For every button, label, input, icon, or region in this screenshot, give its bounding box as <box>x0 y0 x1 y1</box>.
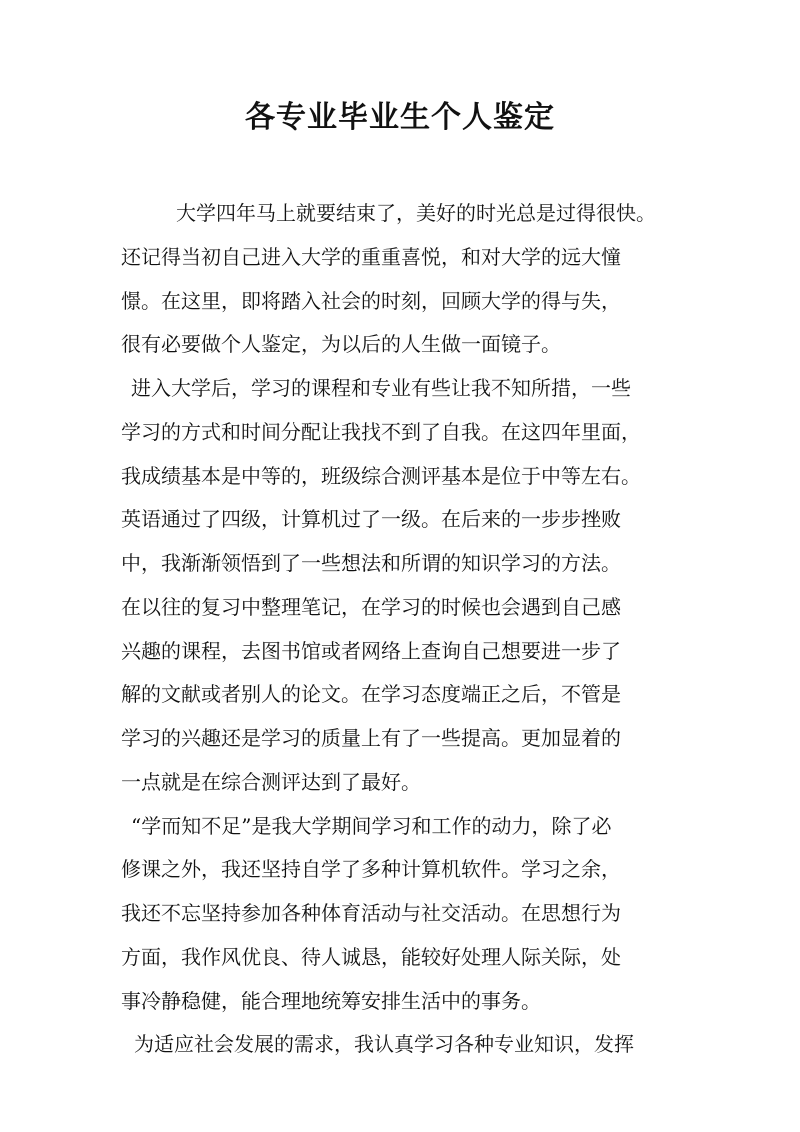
body-line: 方面，我作风优良、待人诚恳，能较好处理人际关际，处 <box>121 945 621 969</box>
body-line: 进入大学后，学习的课程和专业有些让我不知所措，一些 <box>131 376 631 400</box>
body-line: 事冷静稳健，能合理地统筹安排生活中的事务。 <box>121 989 541 1013</box>
body-line: 在以往的复习中整理笔记，在学习的时候也会遇到自己感 <box>121 595 621 619</box>
body-line: 学习的方式和时间分配让我找不到了自我。在这四年里面， <box>121 420 641 444</box>
body-line: 学习的兴趣还是学习的质量上有了一些提高。更加显着的 <box>121 726 621 750</box>
body-line: 英语通过了四级，计算机过了一级。在后来的一步步挫败 <box>121 507 621 531</box>
body-line: 还记得当初自己进入大学的重重喜悦，和对大学的远大憧 <box>121 245 621 269</box>
body-line: 大学四年马上就要结束了，美好的时光总是过得很快。 <box>176 201 656 225</box>
body-line: 憬。在这里，即将踏入社会的时刻，回顾大学的得与失， <box>121 289 621 313</box>
body-line: 中，我渐渐领悟到了一些想法和所谓的知识学习的方法。 <box>121 551 621 575</box>
body-line: 我成绩基本是中等的，班级综合测评基本是位于中等左右。 <box>121 464 641 488</box>
body-line: 修课之外，我还坚持自学了多种计算机软件。学习之余， <box>121 857 621 881</box>
body-line: 一点就是在综合测评达到了最好。 <box>121 770 421 794</box>
body-line: 为适应社会发展的需求，我认真学习各种专业知识，发挥 <box>134 1032 634 1056</box>
body-line: 很有必要做个人鉴定，为以后的人生做一面镜子。 <box>121 332 561 356</box>
body-line: 兴趣的课程，去图书馆或者网络上查询自己想要进一步了 <box>121 639 621 663</box>
body-line: “学而知不足”是我大学期间学习和工作的动力，除了必 <box>131 814 612 838</box>
document-title: 各专业毕业生个人鉴定 <box>245 100 555 135</box>
body-line: 解的文献或者别人的论文。在学习态度端正之后，不管是 <box>121 682 621 706</box>
body-line: 我还不忘坚持参加各种体育活动与社交活动。在思想行为 <box>121 901 621 925</box>
